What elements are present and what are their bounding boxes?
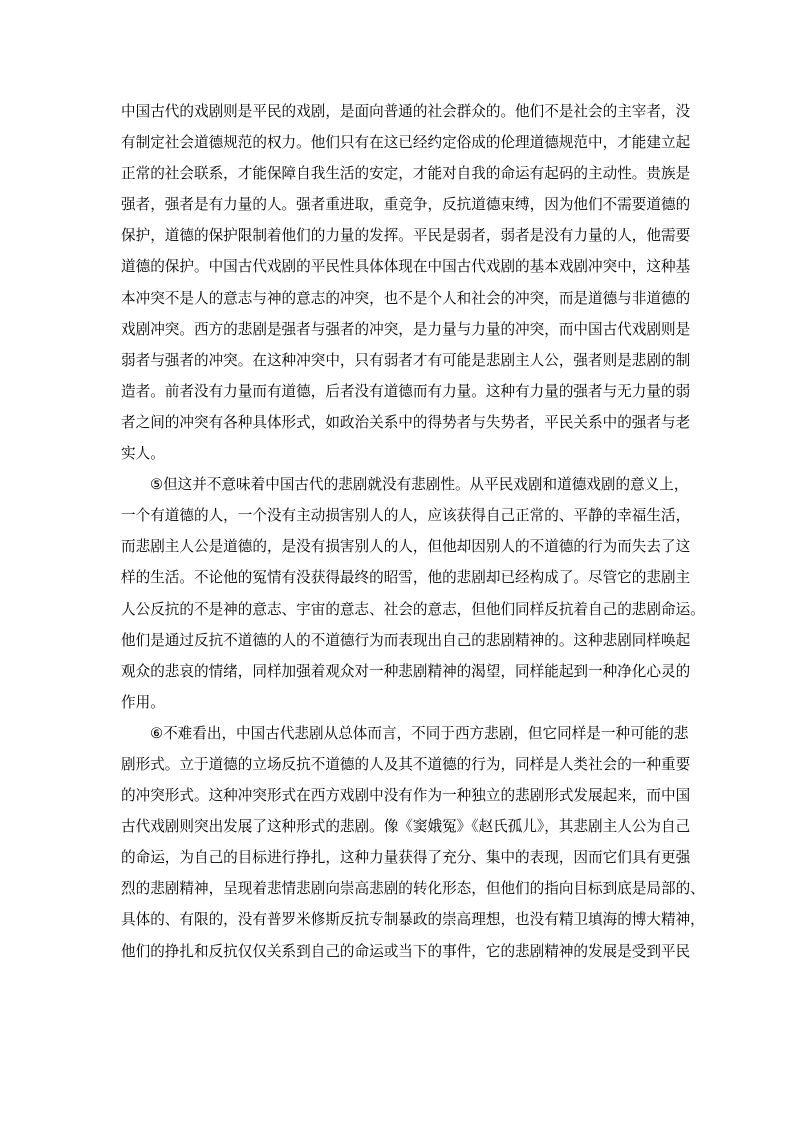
text-line: 一个有道德的人，一个没有主动损害别人的人，应该获得自己正常的、平静的幸福生活， [121, 507, 691, 525]
text-line: 的命运，为自己的目标进行挣扎，这种力量获得了充分、集中的表现，因而它们具有更强 [121, 849, 691, 867]
text-line: 本冲突不是人的意志与神的意志的冲突，也不是个人和社会的冲突，而是道德与非道德的 [121, 289, 691, 307]
document-page [121, 96, 705, 967]
text-line: 剧形式。立于道德的立场反抗不道德的人及其不道德的行为，同样是人类社会的一种重要 [121, 755, 691, 773]
text-line: 强者，强者是有力量的人。强者重进取，重竞争，反抗道德束缚，因为他们不需要道德的 [121, 196, 691, 214]
text-line: 有制定社会道德规范的权力。他们只有在这已经约定俗成的伦理道德规范中，才能建立起 [121, 134, 691, 152]
text-line: 具体的、有限的，没有普罗米修斯反抗专制暴政的崇高理想，也没有精卫填海的博大精神， [121, 911, 705, 929]
text-line: 烈的悲剧精神，呈现着悲情悲剧向崇高悲剧的转化形态，但他们的指向目标到底是局部的、 [121, 880, 705, 898]
text-line: 者之间的冲突有各种具体形式，如政治关系中的得势者与失势者，平民关系中的强者与老 [121, 413, 691, 431]
paragraph-4-continued [121, 96, 691, 469]
text-line: 观众的悲哀的情绪，同样加强着观众对一种悲剧精神的渴望，同样能起到一种净化心灵的 [121, 662, 691, 680]
text-line: 他们的挣扎和反抗仅仅关系到自己的命运或当下的事件，它的悲剧精神的发展是受到平民 [121, 942, 691, 960]
text-line: 人公反抗的不是神的意志、宇宙的意志、社会的意志，但他们同样反抗着自己的悲剧命运。 [121, 600, 705, 618]
text-line: ⑤但这并不意味着中国古代的悲剧就没有悲剧性。从平民戏剧和道德戏剧的意义上， [150, 476, 689, 494]
text-line: 弱者与强者的冲突。在这种冲突中，只有弱者才有可能是悲剧主人公，强者则是悲剧的制 [121, 351, 691, 369]
text-line: 保护，道德的保护限制着他们的力量的发挥。平民是弱者，弱者是没有力量的人，他需要 [121, 227, 691, 245]
text-line: 造者。前者没有力量而有道德，后者没有道德而有力量。这种有力量的强者与无力量的弱 [121, 382, 691, 400]
text-line: 中国古代的戏剧则是平民的戏剧，是面向普通的社会群众的。他们不是社会的主宰者，没 [121, 103, 691, 120]
text-line: 道德的保护。中国古代戏剧的平民性具体体现在中国古代戏剧的基本戏剧冲突中，这种基 [121, 258, 691, 276]
text-line: 实人。 [121, 445, 165, 463]
text-line: 他们是通过反抗不道德的人的不道德行为而表现出自己的悲剧精神的。这种悲剧同样唤起 [121, 631, 691, 649]
text-line: 戏剧冲突。西方的悲剧是强者与强者的冲突，是力量与力量的冲突，而中国古代戏剧则是 [121, 320, 691, 338]
text-line: ⑥不难看出，中国古代悲剧从总体而言，不同于西方悲剧，但它同样是一种可能的悲 [150, 724, 689, 742]
paragraph-6 [121, 718, 705, 967]
paragraph-5 [121, 469, 705, 718]
text-line: 作用。 [121, 693, 165, 711]
text-line: 正常的社会联系，才能保障自我生活的安定，才能对自我的命运有起码的主动性。贵族是 [121, 165, 691, 183]
text-line: 古代戏剧则突出发展了这种形式的悲剧。像《窦娥冤》《赵氏孤儿》，其悲剧主人公为自己 [121, 818, 691, 836]
text-line: 的冲突形式。这种冲突形式在西方戏剧中没有作为一种独立的悲剧形式发展起来，而中国 [121, 787, 691, 805]
text-line: 而悲剧主人公是道德的，是没有损害别人的人，但他却因别人的不道德的行为而失去了这 [121, 538, 691, 556]
text-line: 样的生活。不论他的冤情有没获得最终的昭雪，他的悲剧却已经构成了。尽管它的悲剧主 [121, 569, 691, 587]
